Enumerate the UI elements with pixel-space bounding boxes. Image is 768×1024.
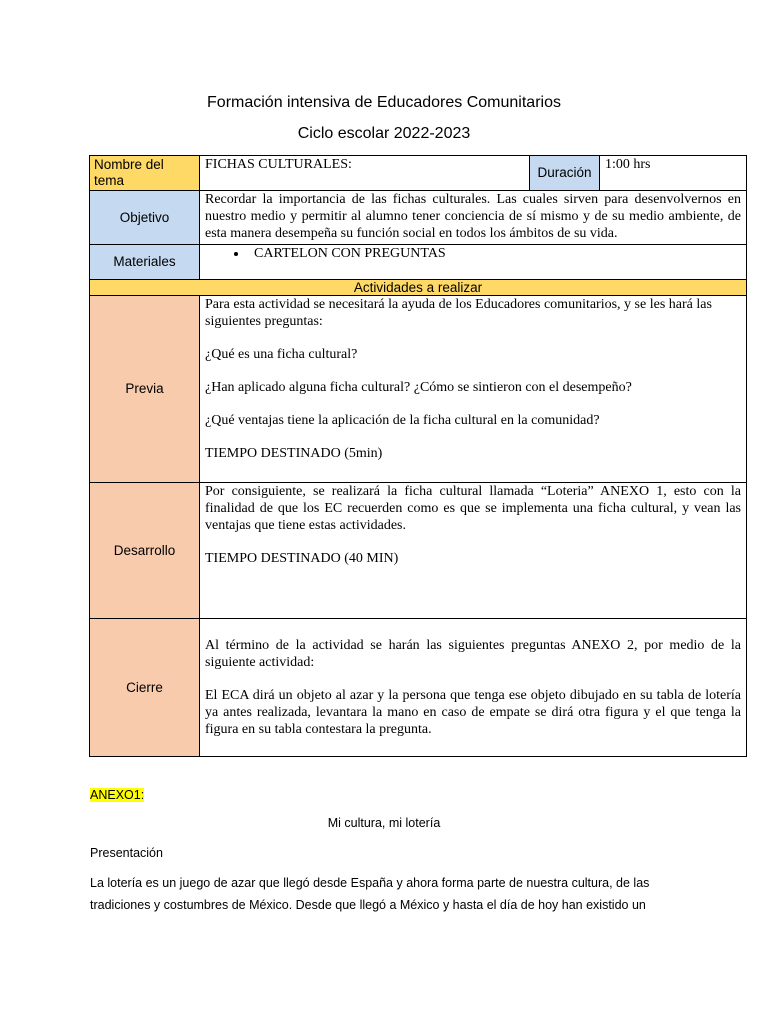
duracion-label: Duración [530, 156, 600, 191]
materiales-cell [200, 245, 747, 280]
desarrollo-tiempo: TIEMPO DESTINADO (40 MIN) [205, 551, 399, 566]
row-objetivo [90, 191, 747, 245]
previa-question-1: ¿Qué es una ficha cultural? [205, 347, 358, 362]
cierre-text-2: El ECA dirá un objeto al azar y la persona que tenga ese objeto dibujado en su tabla de lotería ya antes realizada, levantara la mano en caso de empate se dirá otra figura y el que tenga la figura en su tabla contestara la pregunta. [205, 688, 741, 737]
cierre-label: Cierre [90, 619, 200, 757]
row-materiales [90, 245, 747, 280]
anexo-title: Mi cultura, mi lotería [327, 816, 441, 830]
anexo-label [90, 784, 144, 806]
list-item: • CARTELON CON PREGUNTAS [248, 245, 741, 262]
desarrollo-text: Por consiguiente, se realizará la ficha cultural llamada “Loteria” ANEXO 1, esto con la finalidad de que los EC recuerden como es que se implementa una ficha cultural, y vean las ventajas que tiene estas actividades. [205, 484, 741, 533]
desarrollo-cell [200, 483, 747, 619]
anexo-paragraph: La lotería es un juego de azar que llegó desde España y ahora forma parte de nuestra cultura, de las tradiciones y costumbres de México. Desde que llegó a México y hasta el día de hoy han existido un [90, 876, 650, 912]
cierre-cell [200, 619, 747, 757]
actividades-header: Actividades a realizar [90, 280, 747, 296]
previa-intro: Para esta actividad se necesitará la ayuda de los Educadores comunitarios, y se les hará las siguientes preguntas: [205, 297, 712, 329]
row-desarrollo [90, 483, 747, 619]
row-cierre [90, 619, 747, 757]
materiales-list [205, 245, 741, 262]
document-subtitle: Ciclo escolar 2022-2023 [297, 125, 471, 142]
row-nombre [90, 156, 747, 191]
section-heading: Presentación [90, 846, 163, 860]
previa-label: Previa [90, 296, 200, 483]
previa-question-2: ¿Han aplicado alguna ficha cultural? ¿Cómo se sintieron con el desempeño? [205, 380, 632, 395]
nombre-value: FICHAS CULTURALES: [200, 156, 530, 191]
row-actividades [90, 280, 747, 296]
objetivo-text: Recordar la importancia de las fichas culturales. Las cuales sirven para desenvolvernos en nuestro medio y permitir al alumno tener conciencia de sí mismo y de su medio ambiente, de esta manera desempeña su función social en todos los ámbitos de su vida. [200, 191, 747, 245]
row-previa [90, 296, 747, 483]
desarrollo-label: Desarrollo [90, 483, 200, 619]
document-title: Formación intensiva de Educadores Comunitarios [207, 94, 561, 111]
previa-tiempo: TIEMPO DESTINADO (5min) [205, 446, 383, 461]
plan-table [89, 155, 747, 757]
previa-question-3: ¿Qué ventajas tiene la aplicación de la ficha cultural en la comunidad? [205, 413, 600, 428]
objetivo-label: Objetivo [90, 191, 200, 245]
materiales-label: Materiales [90, 245, 200, 280]
previa-cell [200, 296, 747, 483]
cierre-text-1: Al término de la actividad se harán las siguientes preguntas ANEXO 2, por medio de la siguiente actividad: [205, 638, 741, 670]
nombre-label: Nombre del tema [90, 156, 200, 191]
anexo-label-text: ANEXO1: [90, 788, 145, 802]
duracion-value: 1:00 hrs [600, 156, 747, 191]
